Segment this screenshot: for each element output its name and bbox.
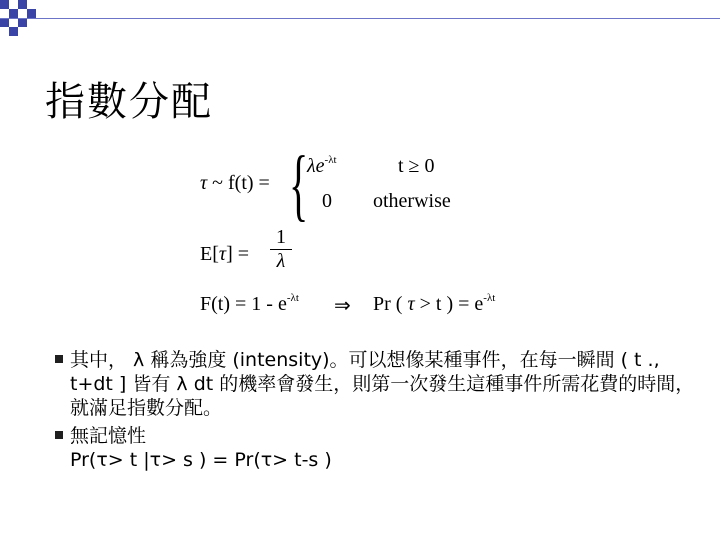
- cases-brace: {: [289, 141, 309, 229]
- fraction-numerator: 1: [276, 226, 286, 248]
- slide-title: 指數分配: [45, 79, 213, 125]
- case1-condition: t ≥ 0: [398, 155, 435, 177]
- pdf-lhs: τ ~ f(t) =: [200, 172, 270, 194]
- case1-expression: $\lambda e^{-\lambda t}$: [307, 154, 337, 177]
- expectation-lhs: E[τ] =: [200, 243, 250, 265]
- square-bullet-icon: [55, 431, 63, 439]
- bullet-item-intensity: [55, 348, 695, 420]
- memoryless-formula: Pr(τ> t |τ> s ) = Pr(τ> t-s ): [70, 449, 332, 471]
- bullet-text: 其中， λ 稱為強度 (intensity)。可以想像某種事件，在每一瞬間 ( t ., t+dt ] 皆有 λ dt 的機率會發生，則第一次發生這種事件所需花費的時間，就滿足指數分配。: [70, 349, 695, 419]
- expectation-fraction: [270, 226, 292, 273]
- case2-condition: otherwise: [373, 190, 451, 212]
- square-bullet-icon: [55, 355, 63, 363]
- bullet-text: 無記憶性: [70, 425, 147, 447]
- fraction-denominator: λ: [276, 250, 286, 272]
- survival-formula: Pr ( τ > t ) = $e^{-\lambda t}$: [373, 292, 496, 315]
- header-divider-line: [0, 18, 720, 19]
- bullet-list: [55, 348, 695, 476]
- cdf-formula: $F(t) = 1 - e^{-\lambda t}$: [200, 292, 299, 315]
- case2-expression: 0: [322, 190, 332, 212]
- implies-symbol: ⇒: [334, 295, 351, 317]
- bullet-item-memoryless: [55, 424, 695, 472]
- corner-checker-decoration: [0, 0, 40, 40]
